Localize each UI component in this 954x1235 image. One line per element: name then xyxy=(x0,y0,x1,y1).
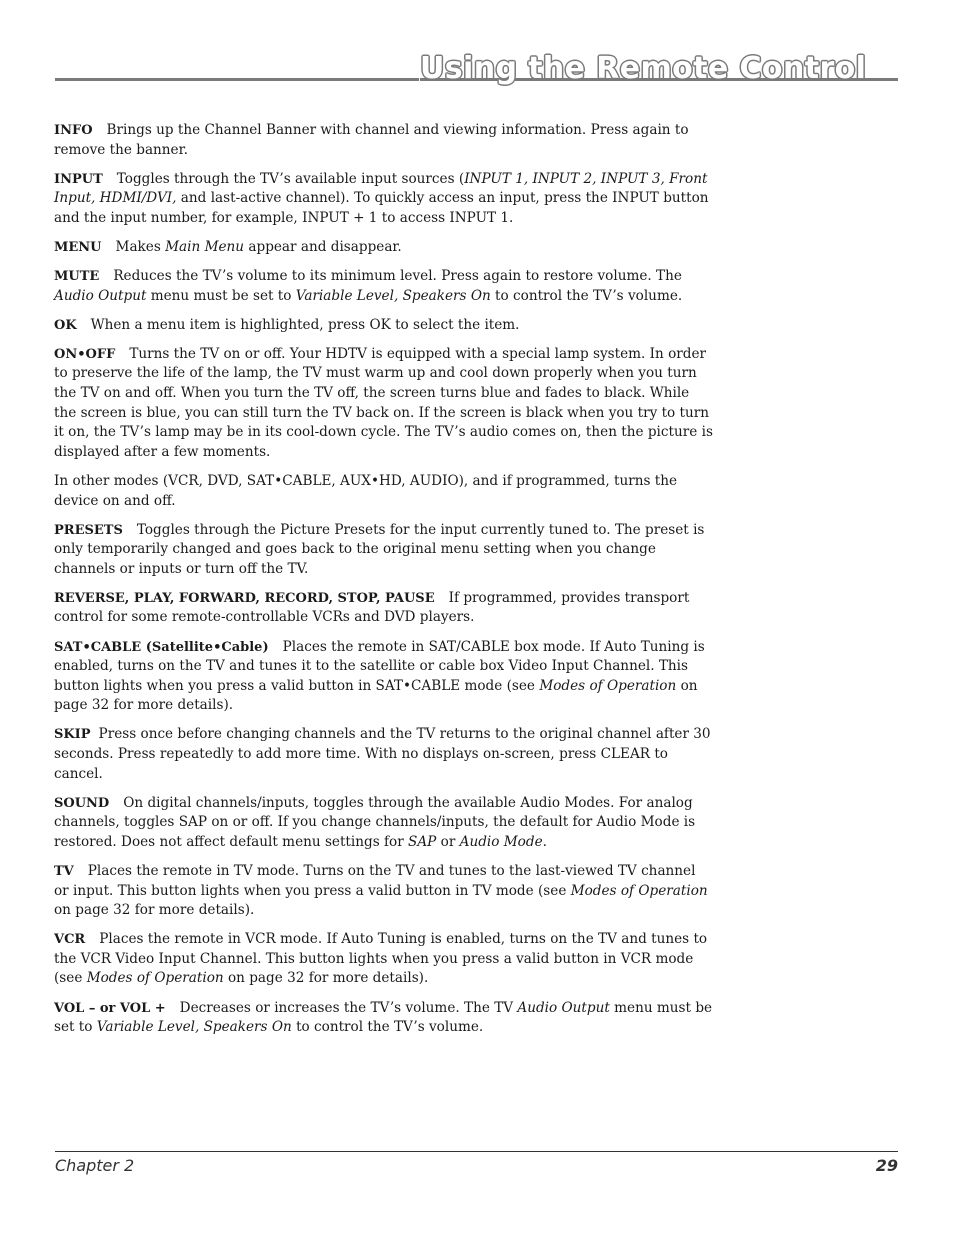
entry-term: VOL – or VOL + xyxy=(54,1000,166,1016)
entry-text: Turns the TV on or off. Your HDTV is equipped with a special lamp system. In order to preserve the life of the lamp, the TV must warm up and cool down properly when you turn the TV on and off. When you turn the TV off, the screen turns blue and fades to black. While the screen is blue, you can still turn the TV back on. If the screen is black when you try to turn it on, the TV’s lamp may be in its cool-down cycle. The TV’s audio comes on, then the picture is displayed after a few moments. xyxy=(54,345,713,460)
entry-text: Brings up the Channel Banner with channel and viewing information. Press again to remove the banner. xyxy=(54,122,689,158)
entry-term: ON•OFF xyxy=(54,346,116,362)
entry-text: Places the remote in TV mode. Turns on the TV and tunes to the last-viewed TV channel or input. This button lights when you press a valid button in TV mode (see xyxy=(54,863,696,899)
entry-text: On digital channels/inputs, toggles through the available Audio Modes. For analog channels, toggles SAP on or off. If you change channels/inputs, the default for Audio Mode is restored. Does not affect default menu settings for xyxy=(54,794,696,850)
entry-term: OK xyxy=(54,317,77,333)
entry-sat-cable xyxy=(54,638,714,716)
entry-menu xyxy=(54,238,714,258)
footer-chapter: Chapter 2 xyxy=(55,1156,135,1175)
entry-info xyxy=(54,121,714,160)
entry-text: . xyxy=(542,833,547,850)
entry-text: and last-active channel). To quickly access an input, press the INPUT button and the input number, for example, INPUT + 1 to access INPUT 1. xyxy=(54,190,709,226)
entry-italic: Variable Level, Speakers On xyxy=(96,1019,292,1036)
entry-text: In other modes (VCR, DVD, SAT•CABLE, AUX•HD, AUDIO), and if programmed, turns the device on and off. xyxy=(54,472,678,509)
entry-text: or xyxy=(436,833,460,850)
entry-sound xyxy=(54,794,714,853)
entry-volume xyxy=(54,999,714,1038)
entry-text: Decreases or increases the TV’s volume. The TV xyxy=(179,999,518,1016)
entry-tv xyxy=(54,862,714,921)
entry-text: Places the remote in VCR mode. If Auto Tuning is enabled, turns on the TV and tunes to the VCR Video Input Channel. This button lights when you press a valid button in VCR mode (see xyxy=(54,931,708,987)
entry-text: to control the TV’s volume. xyxy=(291,1019,484,1036)
entry-text: Toggles through the TV’s available input sources ( xyxy=(116,170,465,187)
entry-italic: INPUT 1, INPUT 2, INPUT 3, Front Input, HDMI/DVI, xyxy=(54,170,708,207)
footer-page-number: 29 xyxy=(875,1156,898,1175)
entry-term: MENU xyxy=(54,239,102,255)
entry-text: When a menu item is highlighted, press OK to select the item. xyxy=(90,316,520,333)
entry-text: Toggles through the Picture Presets for the input currently tuned to. The preset is only temporarily changed and goes back to the original menu setting when you change channels or inputs or turn off the TV. xyxy=(54,521,705,577)
entry-text: on page 32 for more details). xyxy=(54,677,698,714)
entry-mute xyxy=(54,267,714,306)
entry-text: Makes xyxy=(115,238,166,255)
entry-text: menu must be set to xyxy=(54,999,713,1036)
entry-text: If programmed, provides transport control for some remote-controllable VCRs and DVD players. xyxy=(54,589,690,626)
entry-italic: Main Menu xyxy=(165,238,245,255)
entry-italic: Modes of Operation xyxy=(570,882,708,899)
entry-term: PRESETS xyxy=(54,522,123,538)
entry-on-off xyxy=(54,345,714,463)
entry-term: VCR xyxy=(54,932,86,948)
entry-term: SAT•CABLE (Satellite•Cable) xyxy=(54,639,269,655)
entry-term: INFO xyxy=(54,123,93,138)
entry-ok xyxy=(54,316,714,336)
entry-text: Places the remote in SAT/CABLE box mode. If Auto Tuning is enabled, turns on the TV and tunes it to the satellite or cable box Video Input Channel. This button lights when you press a valid button in SAT•CABLE mode (see xyxy=(54,638,705,694)
footer-rule xyxy=(55,1151,898,1152)
entry-text: menu must be set to xyxy=(146,287,296,304)
entry-text: Reduces the TV’s volume to its minimum level. Press again to restore volume. The xyxy=(113,268,682,285)
entry-text: Press once before changing channels and the TV returns to the original channel after 30 seconds. Press repeatedly to add more time. With no displays on-screen, press CLEAR to cancel. xyxy=(54,726,711,782)
entry-italic: Audio Output xyxy=(54,287,147,304)
entry-vcr xyxy=(54,930,714,989)
body-content xyxy=(54,121,714,1047)
entry-italic: Variable Level, Speakers On xyxy=(295,287,491,304)
page-title: Using the Remote Control xyxy=(420,51,867,86)
entry-text: on page 32 for more details). xyxy=(54,902,255,919)
entry-transport xyxy=(54,589,714,628)
entry-other-modes xyxy=(54,472,714,511)
header-rule-left xyxy=(55,78,419,81)
entry-term: SOUND xyxy=(54,795,110,811)
entry-text: on page 32 for more details). xyxy=(223,970,429,987)
entry-term: INPUT xyxy=(54,171,103,187)
entry-italic: Audio Mode xyxy=(459,833,543,850)
entry-italic: Audio Output xyxy=(517,999,610,1016)
entry-skip xyxy=(54,725,714,784)
entry-italic: Modes of Operation xyxy=(539,677,677,694)
entry-italic: Modes of Operation xyxy=(86,970,224,987)
entry-term: TV xyxy=(54,864,74,879)
entry-italic: SAP xyxy=(408,833,437,850)
entry-term: SKIP xyxy=(54,727,91,743)
entry-text: appear and disappear. xyxy=(244,238,402,255)
entry-term: MUTE xyxy=(54,269,100,285)
entry-presets xyxy=(54,521,714,580)
entry-term: REVERSE, PLAY, FORWARD, RECORD, STOP, PAUSE xyxy=(54,590,435,606)
entry-text: to control the TV’s volume. xyxy=(490,287,683,304)
entry-input xyxy=(54,170,714,229)
